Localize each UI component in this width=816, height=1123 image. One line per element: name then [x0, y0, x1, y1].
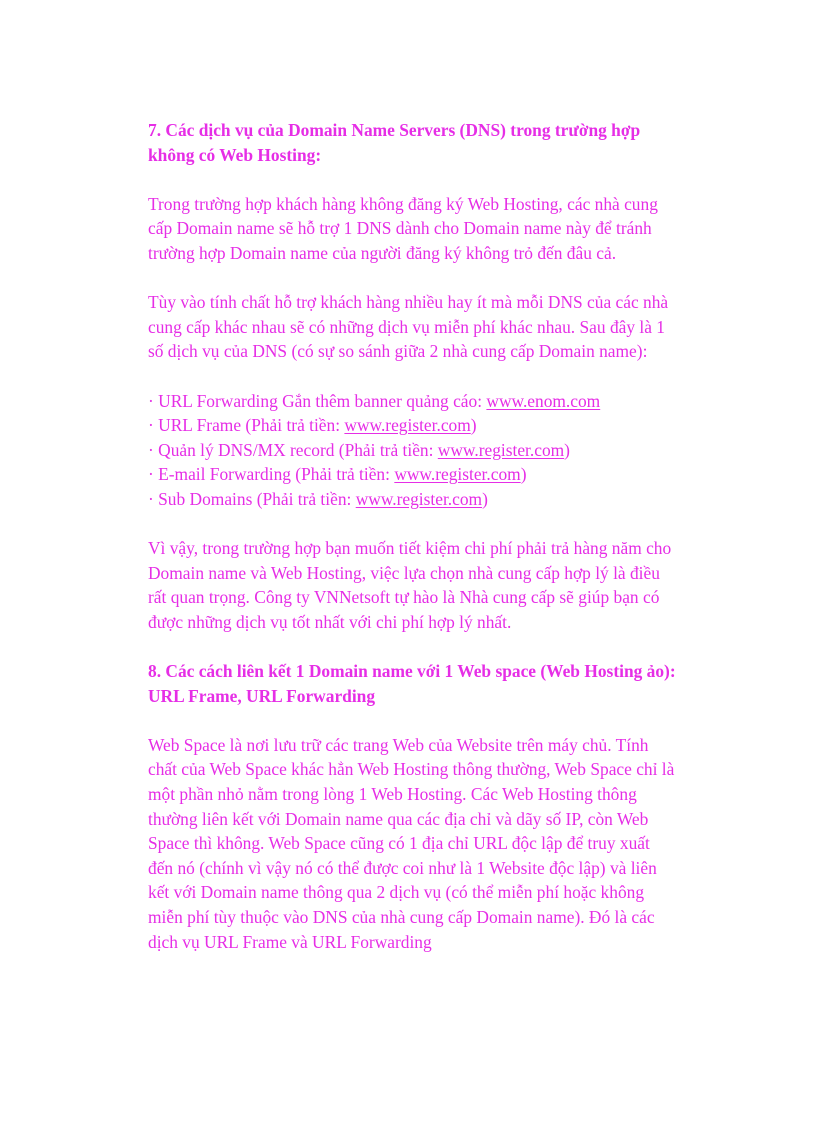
section-7-paragraph-2: Tùy vào tính chất hỗ trợ khách hàng nhiều hay ít mà mỗi DNS của các nhà cung cấp khác nhau sẽ có những dịch vụ miễn phí khác nhau. Sau đây là 1 số dịch vụ của DNS (có sự so sánh giữa 2 nhà cung cấp Domain name): — [148, 292, 669, 362]
list-item-suffix: ) — [520, 464, 527, 485]
register-link[interactable]: www.register.com — [394, 464, 521, 485]
list-item-suffix: ) — [564, 439, 570, 460]
section-7-heading: 7. Các dịch vụ của Domain Name Servers (DNS) trong trường hợp không có Web Hosting: — [148, 120, 641, 165]
section-7-paragraph-1: Trong trường hợp khách hàng không đăng ký Web Hosting, các nhà cung cấp Domain name sẽ hỗ trợ 1 DNS dành cho Domain name này để tránh trường hợp Domain name của người đăng ký không trỏ đến đâu cả. — [148, 193, 658, 263]
document-page — [148, 118, 678, 954]
list-item — [148, 438, 678, 463]
register-link[interactable]: www.register.com — [437, 439, 565, 460]
section-8-heading: 8. Các cách liên kết 1 Domain name với 1 Web space (Web Hosting ảo): URL Frame, URL Forwarding — [148, 661, 676, 706]
dns-services-list — [148, 389, 678, 512]
list-item — [148, 487, 678, 512]
spacer — [148, 167, 678, 192]
enom-link[interactable]: www.enom.com — [486, 390, 601, 411]
register-link[interactable]: www.register.com — [344, 415, 471, 436]
list-item-suffix: ) — [482, 488, 488, 509]
spacer — [148, 634, 678, 659]
list-item-text: · E-mail Forwarding (Phải trả tiền: — [148, 464, 395, 485]
register-link[interactable]: www.register.com — [355, 488, 483, 509]
spacer — [148, 364, 678, 389]
list-item-text: · Quản lý DNS/MX record (Phải trả tiền: — [148, 439, 438, 460]
list-item — [148, 389, 678, 414]
spacer — [148, 708, 678, 733]
list-item-text: · Sub Domains (Phải trả tiền: — [148, 488, 356, 509]
spacer — [148, 266, 678, 291]
list-item-suffix: ) — [470, 415, 477, 436]
list-item-text: · URL Frame (Phải trả tiền: — [148, 415, 345, 436]
spacer — [148, 512, 678, 537]
list-item-text: · URL Forwarding Gắn thêm banner quảng cáo: — [148, 390, 487, 411]
section-7-paragraph-3: Vì vậy, trong trường hợp bạn muốn tiết kiệm chi phí phải trả hàng năm cho Domain name và Web Hosting, việc lựa chọn nhà cung cấp hợp lý là điều rất quan trọng. Công ty VNNetsoft tự hào là Nhà cung cấp sẽ giúp bạn có được những dịch vụ tốt nhất với chi phí hợp lý nhất. — [148, 538, 672, 632]
list-item — [148, 462, 678, 487]
list-item — [148, 413, 678, 438]
section-8-paragraph-1: Web Space là nơi lưu trữ các trang Web của Website trên máy chủ. Tính chất của Web Space khác hẳn Web Hosting thông thường, Web Space chỉ là một phần nhỏ nằm trong lòng 1 Web Hosting. Các Web Hosting thông thường liên kết với Domain name qua các địa chỉ và dãy số IP, còn Web Space thì không. Web Space cũng có 1 địa chỉ URL độc lập để truy xuất đến nó (chính vì vậy nó có thể được coi như là 1 Website độc lập) và liên kết với Domain name thông qua 2 dịch vụ (có thể miễn phí hoặc không miễn phí tùy thuộc vào DNS của nhà cung cấp Domain name). Đó là các dịch vụ URL Frame và URL Forwarding — [148, 734, 675, 952]
